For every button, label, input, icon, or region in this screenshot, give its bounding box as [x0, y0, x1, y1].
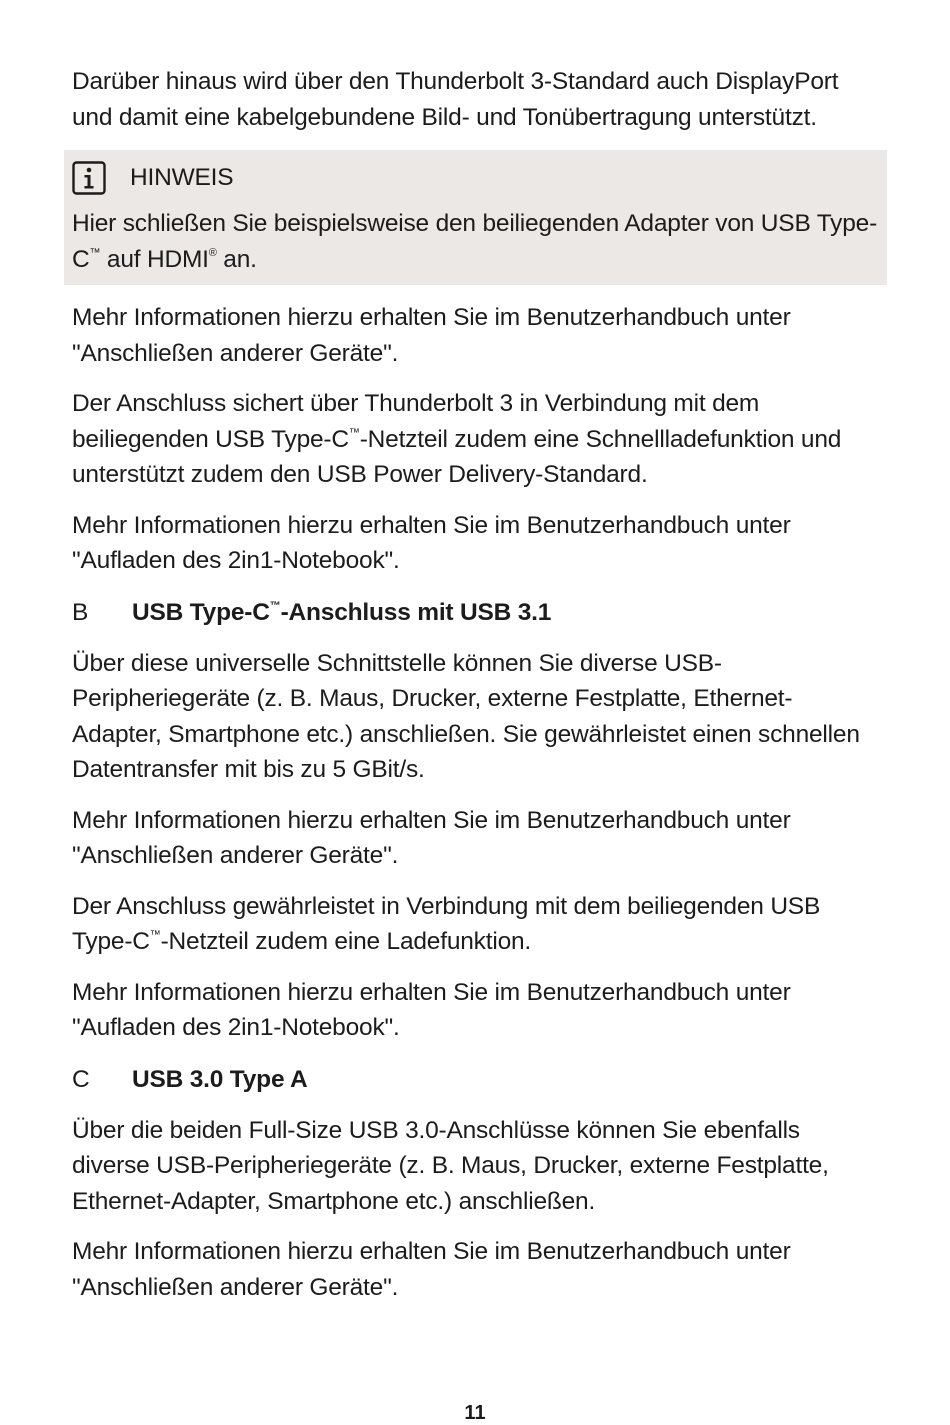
section-letter: C: [72, 1065, 90, 1093]
note-header: [72, 160, 887, 196]
note-title: HINWEIS: [130, 164, 234, 191]
section-heading-b: [72, 594, 882, 632]
page-number: 11: [464, 1402, 486, 1424]
section-title: USB Type-C™-Anschluss mit USB 3.1: [132, 598, 552, 626]
charging-paragraph: Der Anschluss sichert über Thunderbolt 3 in Verbindung mit dem beiliegenden USB Type-C™-Netzteil zudem eine Schnellladefunktion und unterstützt zudem den USB Power Delivery-Standard.: [72, 390, 842, 488]
note-text: Hier schließen Sie beispielsweise den beiliegenden Adapter von USB Type-C™ auf HDMI® an.: [72, 210, 878, 273]
more-info-paragraph: Mehr Informationen hierzu erhalten Sie im Benutzerhandbuch unter "Anschließen anderer Geräte".: [72, 806, 791, 869]
intro-paragraph: Darüber hinaus wird über den Thunderbolt 3-Standard auch DisplayPort und damit eine kabelgebundene Bild- und Tonübertragung unterstützt.: [72, 68, 839, 131]
more-info-paragraph: Mehr Informationen hierzu erhalten Sie im Benutzerhandbuch unter "Anschließen anderer Geräte".: [72, 304, 791, 367]
more-info-paragraph: Mehr Informationen hierzu erhalten Sie im Benutzerhandbuch unter "Aufladen des 2in1-Notebook".: [72, 978, 791, 1041]
manual-page: [72, 64, 882, 1320]
charging-paragraph: Der Anschluss gewährleistet in Verbindung mit dem beiliegenden USB Type-C™-Netzteil zudem eine Ladefunktion.: [72, 892, 821, 955]
note-box: [64, 150, 887, 285]
section-letter: B: [72, 598, 89, 626]
info-icon: [72, 161, 106, 195]
section-heading-c: [72, 1061, 882, 1099]
more-info-paragraph: Mehr Informationen hierzu erhalten Sie im Benutzerhandbuch unter "Aufladen des 2in1-Notebook".: [72, 511, 791, 574]
section-b-description: Über diese universelle Schnittstelle können Sie diverse USB-Peripheriegeräte (z. B. Maus, Drucker, externe Festplatte, Ethernet-Adapter, Smartphone etc.) anschließen. Sie gewährleistet einen schnellen Datentransfer mit bis zu 5 GBit/s.: [72, 649, 860, 783]
section-c-description: Über die beiden Full-Size USB 3.0-Anschlüsse können Sie ebenfalls diverse USB-Peripheriegeräte (z. B. Maus, Drucker, externe Festplatte, Ethernet-Adapter, Smartphone etc.) anschließen.: [72, 1116, 829, 1215]
section-title: USB 3.0 Type A: [132, 1065, 308, 1093]
more-info-paragraph: Mehr Informationen hierzu erhalten Sie im Benutzerhandbuch unter "Anschließen anderer Geräte".: [72, 1238, 791, 1301]
